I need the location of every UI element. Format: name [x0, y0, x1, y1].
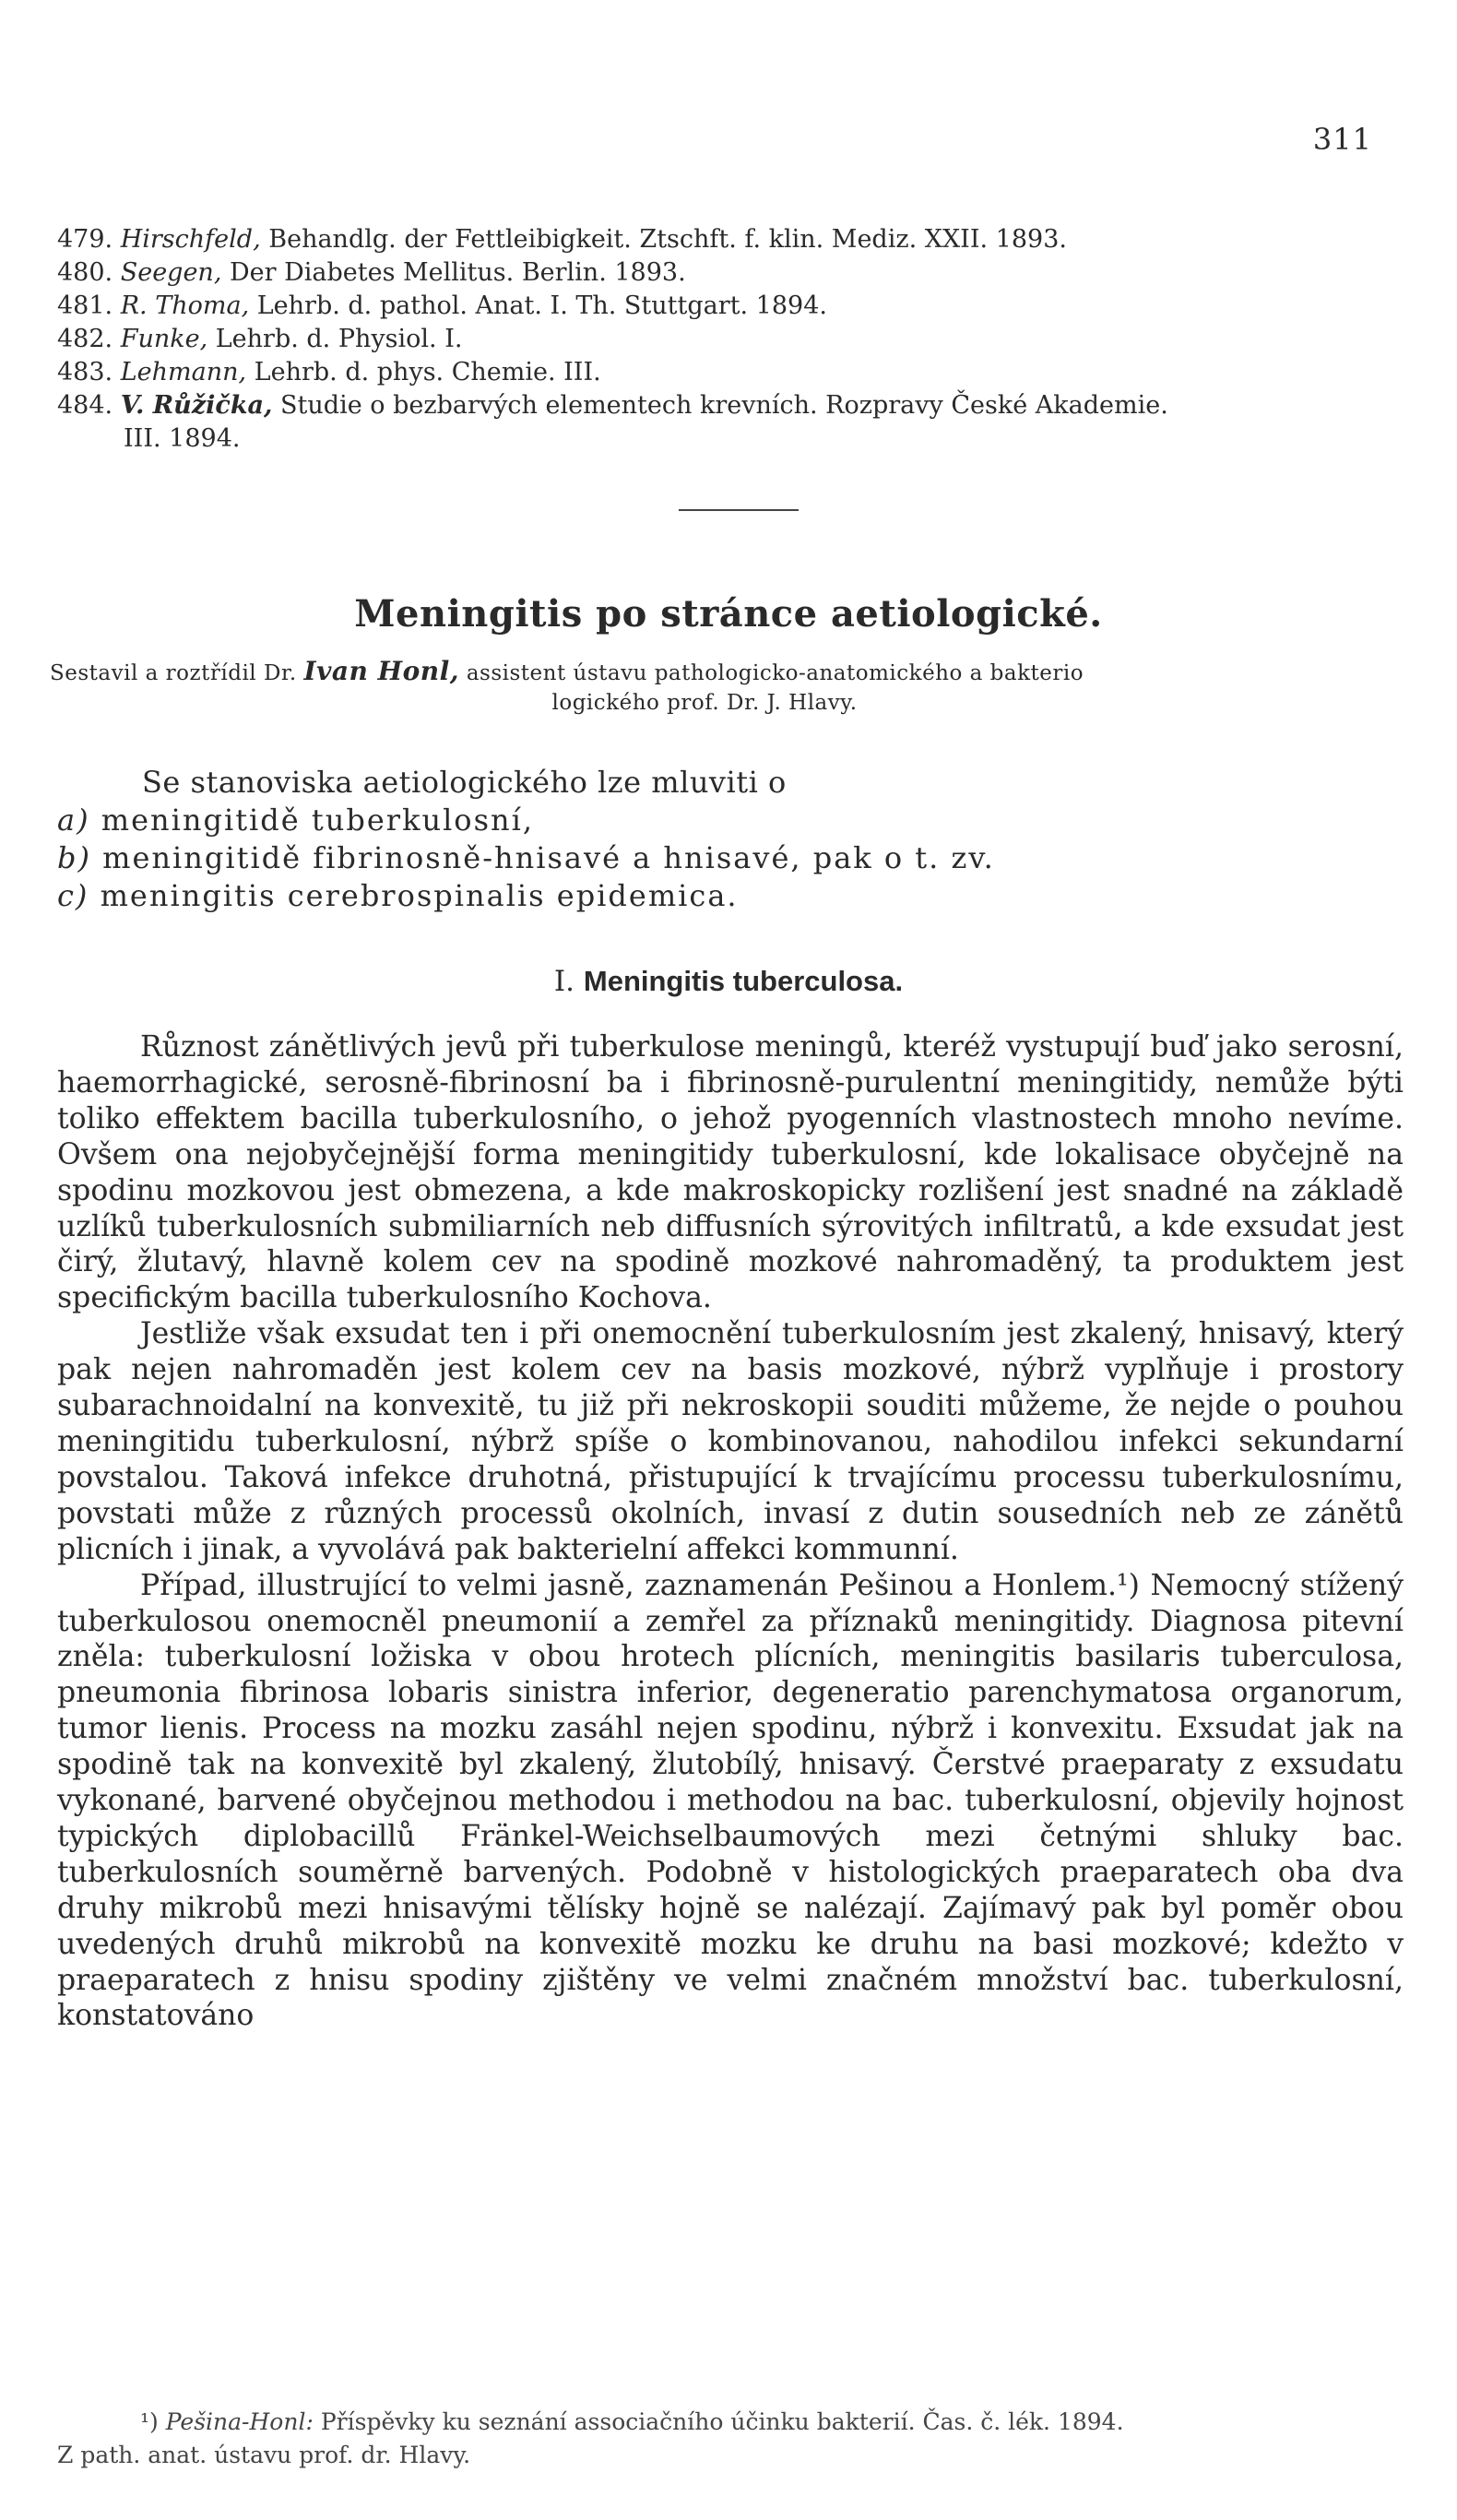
list-marker: a): [57, 802, 90, 838]
reference-item: [57, 290, 1404, 323]
reference-author: Hirschfeld,: [120, 225, 261, 254]
section-heading: [0, 965, 1457, 998]
footnote-continuation: Z path. anat. ústavu prof. dr. Hlavy.: [57, 2442, 471, 2468]
intro-lead: Se stanoviska aetiologického lze mluviti o: [142, 765, 787, 800]
reference-list: [57, 223, 1404, 456]
reference-continuation: III. 1894.: [124, 424, 241, 453]
reference-item: [57, 389, 1404, 422]
intro-list-item: [57, 877, 1404, 915]
footnote-marker: ¹): [140, 2408, 159, 2435]
footnote-author: Pešina-Honl:: [165, 2408, 314, 2435]
reference-number: 481.: [57, 291, 113, 320]
byline-author: Ivan Honl,: [303, 656, 459, 686]
page-number: 311: [1312, 122, 1372, 157]
reference-number: 479.: [57, 225, 113, 254]
article-body: [57, 1029, 1404, 2034]
reference-author: V. Růžička,: [120, 391, 273, 420]
byline-affiliation-continued: logického prof. Dr. J. Hlavy.: [551, 691, 858, 715]
section-divider: [679, 509, 799, 511]
article-title: Meningitis po stránce aetiologické.: [354, 592, 1103, 636]
byline-prefix: Sestavil a roztřídil Dr.: [50, 661, 297, 685]
intro-list-item: [57, 802, 1404, 839]
intro-list-item: [57, 839, 1404, 877]
list-marker: c): [57, 878, 89, 913]
body-paragraph: Různost zánětlivých jevů při tuberkulose meningů, kteréž vystupují buď jako serosní, haemorrhagické, serosně-fibrinosní ba i fibrinosně-purulentní meningitidy, nemůže býti toliko effektem bacilla tuberkulosního, o jehož pyogenních vlastnostech mnoho nevíme. Ovšem ona nejobyčejnější forma meningitidy tuberkulosní, kde lokalisace obyčejně na spodinu mozkovou jest obmezena, a kde makroskopicky rozlišení jest snadné na základě uzlíků tuberkulosních submiliarních neb diffusních sýrovitých infiltratů, a kde exsudat jest čirý, žlutavý, hlavně kolem cev na spodině mozkové nahromaděný, ta produktem jest specifickým bacilla tuberkulosního Kochova.: [57, 1030, 1404, 1315]
body-paragraph: Jestliže však exsudat ten i při onemocnění tuberkulosním jest zkalený, hnisavý, který pak nejen nahromaděn jest kolem cev na basis mozkové, nýbrž vyplňuje i prostory subarachnoidalní na konvexitě, tu již při nekroskopii souditi můžeme, že nejde o pouhou meningitidu tuberkulosní, nýbrž spíše o kombinovanou, nahodilou infekci sekundarní povstalou. Taková infekce druhotná, přistupující k trvajícímu processu tuberkulosnímu, povstati může z různých processů okolních, invasí z dutin sousedních neb ze zánětů plicních i jinak, a vyvolává pak bakterielní affekci kommunní.: [57, 1317, 1404, 1566]
list-marker: b): [57, 840, 91, 875]
reference-text: Lehrb. d. phys. Chemie. III.: [254, 358, 601, 386]
reference-number: 484.: [57, 391, 113, 420]
section-title: Meningitis tuberculosa.: [583, 965, 904, 997]
intro-list: [57, 764, 1404, 915]
reference-item: [57, 323, 1404, 356]
reference-author: Funke,: [120, 325, 208, 353]
reference-text: Der Diabetes Mellitus. Berlin. 1893.: [230, 258, 686, 287]
article-byline: [50, 657, 1396, 718]
reference-item: [57, 223, 1404, 256]
list-item-text: meningitidě tuberkulosní,: [101, 802, 534, 838]
reference-author: Lehmann,: [120, 358, 247, 386]
reference-author: Seegen,: [120, 258, 222, 287]
reference-number: 483.: [57, 358, 113, 386]
reference-item: [57, 356, 1404, 389]
list-item-text: meningitidě fibrinosně-hnisavé a hnisavé, pak o t. zv.: [102, 840, 995, 875]
reference-text: Behandlg. der Fettleibigkeit. Ztschft. f. klin. Mediz. XXII. 1893.: [268, 225, 1067, 254]
footnote-text: Příspěvky ku seznání associačního účinku bakterií. Čas. č. lék. 1894.: [320, 2408, 1124, 2435]
reference-item: [57, 256, 1404, 290]
reference-text: Lehrb. d. pathol. Anat. I. Th. Stuttgart. 1894.: [256, 291, 827, 320]
body-paragraph: Případ, illustrující to velmi jasně, zaznamenán Pešinou a Honlem.¹) Nemocný stížený tuberkulosou onemocněl pneumonií a zemřel za příznaků meningitidy. Diagnosa pitevní zněla: tuberkulosní ložiska v obou hrotech plícních, meningitis basilaris tuberculosa, pneumonia fibrinosa lobaris sinistra inferior, degeneratio parenchymatosa organorum, tumor lienis. Process na mozku zasáhl nejen spodinu, nýbrž i konvexitu. Exsudat jak na spodině tak na konvexitě byl zkalený, žlutobílý, hnisavý. Čerstvé praeparaty z exsudatu vykonané, barvené obyčejnou methodou i methodou na bac. tuberkulosní, objevily hojnost typických diplobacillů Fränkel-Weichselbaumových mezi četnými shluky bac. tuberkulosních souměrně barvených. Podobně v histologických praeparatech oba dva druhy mikrobů mezi hnisavými tělísky hojně se nalézají. Zajímavý pak byl poměr obou uvedených druhů mikrobů na konvexitě mozku ke druhu na basi mozkové; kdežto v praeparatech z hnisu spodiny zjištěny ve velmi značném množství bac. tuberkulosní, konstatováno: [57, 1568, 1404, 2033]
reference-number: 480.: [57, 258, 113, 287]
byline-affiliation: assistent ústavu pathologicko-anatomického a bakterio: [466, 661, 1084, 685]
reference-text: Studie o bezbarvých elementech krevních. Rozpravy České Akademie.: [280, 391, 1168, 420]
footnote: [57, 2406, 1404, 2472]
list-item-text: meningitis cerebrospinalis epidemica.: [100, 878, 739, 913]
section-number: I.: [553, 965, 575, 998]
reference-text: Lehrb. d. Physiol. I.: [215, 325, 463, 353]
reference-number: 482.: [57, 325, 113, 353]
reference-author: R. Thoma,: [120, 291, 250, 320]
